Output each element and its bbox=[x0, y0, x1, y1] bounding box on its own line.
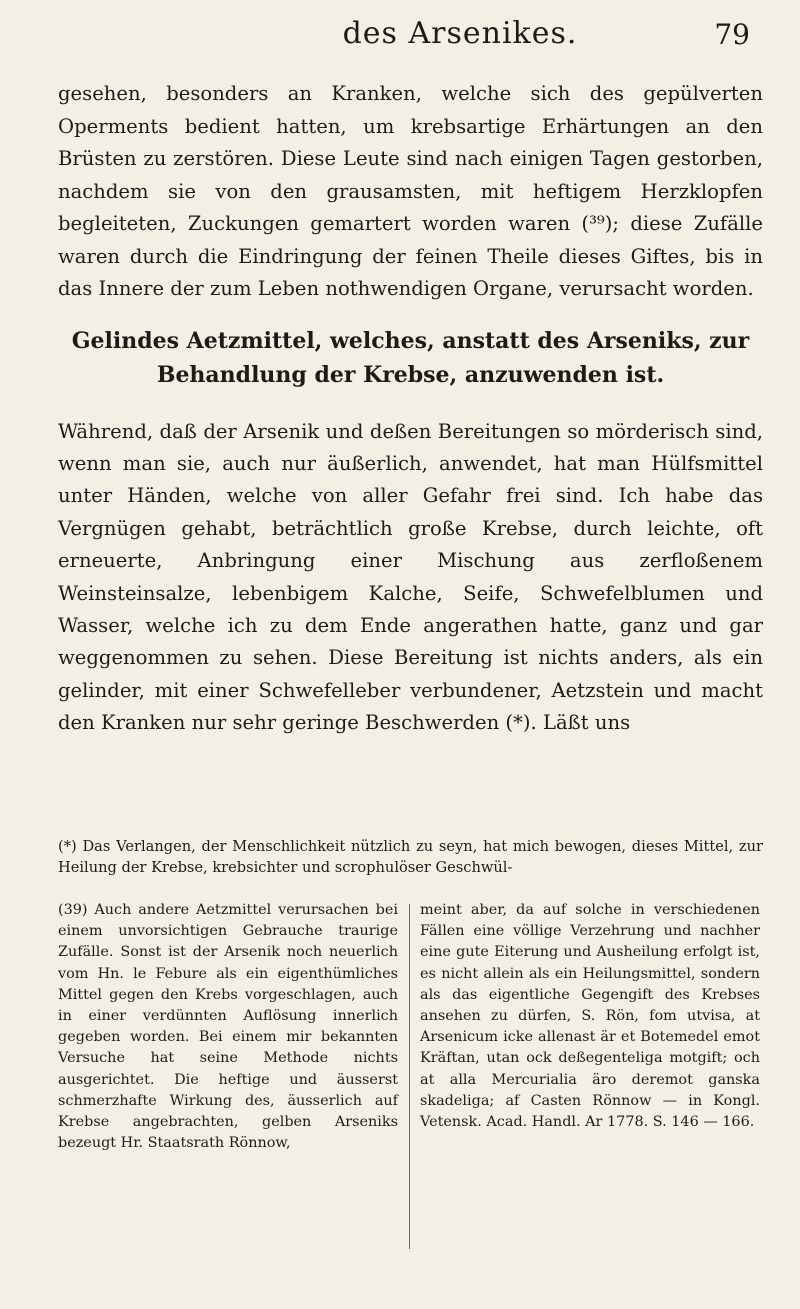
footnote-39: (39) Auch andere Aetzmittel verursachen bei einem unvorsichtigen Gebrauche traurige Zufälle. Sonst ist der Arsenik noch neuerlich vom Hn. le Febure als ein eigenthümliches Mittel gegen den Krebs vorgeschlagen, auch in einer verdünnten Auflösung innerlich gegeben worden. Bei einem mir bekannten Versuche hat seine Methode nichts ausgerichtet. Die heftige und äusserst schmerzhafte Wirkung des, äusserlich auf Krebse angebrachten, gelben Arseniks bezeugt Hr. Staatsrath Rönnow, bbox=[58, 902, 398, 1152]
body-paragraph-1 bbox=[58, 78, 763, 306]
paragraph-text: Während, daß der Arsenik und deßen Bereitungen so mörderisch sind, wenn man sie, auch nur äußerlich, anwendet, hat man Hülfsmittel unter Händen, welche von aller Gefahr frei sind. Ich habe das Vergnügen gehabt, beträchtlich große Krebse, durch leichte, oft erneuerte, Anbringung einer Mischung aus zerfloßenem Weinsteinsalze, lebenbigem Kalche, Seife, Schwefelblumen und Wasser, welche ich zu dem Ende angerathen hatte, ganz und gar weggenommen zu sehen. Diese Bereitung ist nichts anders, als ein gelinder, mit einer Schwefelleber verbundener, Aetzstein und macht den Kranken nur sehr geringe Beschwerden (*). Läßt uns bbox=[58, 419, 763, 735]
footnote-star: (*) Das Verlangen, der Menschlichkeit nützlich zu seyn, hat mich bewogen, dieses Mittel, zur Heilung der Krebse, krebsichter und scrophulöser Geschwül- bbox=[58, 838, 763, 876]
page-header bbox=[60, 10, 760, 50]
page-number: 79 bbox=[714, 18, 750, 51]
column-divider bbox=[409, 904, 410, 1249]
section-heading: Gelindes Aetzmittel, welches, anstatt des Arseniks, zur Behandlung der Krebse, anzuwenden ist. bbox=[71, 328, 750, 388]
body-paragraph-2 bbox=[58, 396, 763, 759]
running-title: des Arsenikes. bbox=[342, 16, 578, 51]
paragraph-text: gesehen, besonders an Kranken, welche sich des gepülverten Operments bedient hatten, um krebsartige Erhärtungen an den Brüsten zu zerstören. Diese Leute sind nach einigen Tagen gestorben, nachdem sie von den grausamsten, mit heftigem Herzklopfen begleiteten, Zuckungen gemartert worden waren (³⁹); diese Zufälle waren durch die Eindringung der feinen Theile dieses Giftes, bis in das Innere der zum Leben nothwendigen Organe, verursacht worden. bbox=[58, 82, 763, 300]
footnote-39-continued: meint aber, da auf solche in verschiedenen Fällen eine völlige Verzehrung und nachher eine gute Eiterung und Ausheilung erfolgt ist, es nicht allein als ein Heilungsmittel, sondern als das eigentliche Gegengift des Krebses ansehen zu dürfen, S. Rön, fom utvisa, at Arsenicum icke allenast är et Botemedel emot Kräftan, utan ock deßegenteliga motgift; och at alla Mercurialia äro deremot ganska skadeliga; af Casten Rönnow — in Kongl. Vetensk. Acad. Handl. Ar 1778. S. 146 — 166. bbox=[420, 902, 760, 1131]
footnote-columns bbox=[58, 900, 763, 1260]
